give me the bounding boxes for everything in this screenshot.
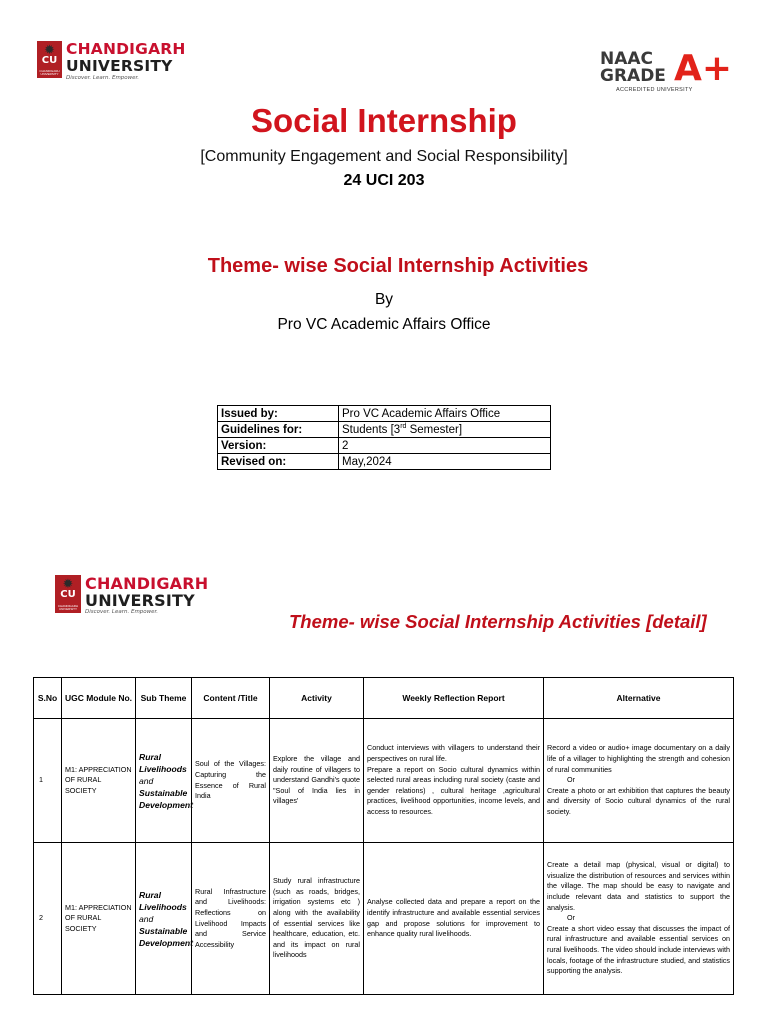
revised-label: Revised on: [218, 454, 339, 470]
section-title: Theme- wise Social Internship Activities [207, 255, 589, 277]
naac-line2: GRADE [600, 66, 666, 86]
naac-subtitle: ACCREDITED UNIVERSITY [616, 87, 693, 93]
cu-logo-detail [55, 575, 208, 616]
header-report: Weekly Reflection Report [364, 678, 544, 719]
info-row-revised [218, 454, 551, 470]
emblem-star-icon: ✹ [62, 576, 74, 591]
naac-grade-badge: A+ [674, 48, 733, 89]
header-sub-theme: Sub Theme [136, 678, 192, 719]
cell-sno: 1 [34, 719, 62, 843]
alt-or: Or [567, 913, 575, 923]
cell-content: Rural Infrastructure and Livelihoods: Reflections on Livelihood Impacts and Service Accessibility [192, 843, 270, 995]
revised-value: May,2024 [339, 454, 551, 470]
sub-theme-a: Rural Livelihoods [139, 751, 187, 774]
cell-sno: 2 [34, 843, 62, 995]
page-subtitle: [Community Engagement and Social Responsibility] [200, 148, 568, 165]
guidelines-value-post: Semester] [406, 423, 463, 436]
activities-table [33, 677, 734, 995]
cell-module: M1: APPRECIATION OF RURAL SOCIETY [62, 719, 136, 843]
info-row-issued [218, 406, 551, 422]
guidelines-label: Guidelines for: [218, 422, 339, 438]
cell-alternative [544, 719, 734, 843]
cell-activity: Explore the village and daily routine of villagers to understand Gandhi's quote "Soul of India lies in villages' [270, 719, 364, 843]
alt-para-1: Create a detail map (physical, visual or digital) to visualize the distribution of resources and services within the village. The map should be easy to navigate and include relevant data and statistics to support the analysis. [547, 860, 730, 912]
alt-para-2: Create a photo or art exhibition that captures the beauty and diversity of Socio cultural dynamics of the rural society. [547, 785, 730, 816]
naac-logo [598, 48, 733, 97]
by-label: By [374, 291, 394, 308]
issued-by-value: Pro VC Academic Affairs Office [339, 406, 551, 422]
document-info-table [217, 405, 551, 470]
report-para-1: Conduct interviews with villagers to understand their perspectives on rural life. [367, 743, 540, 764]
cu-name-line1: CHANDIGARH [85, 574, 209, 593]
detail-section-title: Theme- wise Social Internship Activities [detail] [289, 611, 707, 632]
header-alternative: Alternative [544, 678, 734, 719]
cu-emblem-icon [37, 41, 62, 78]
emblem-text: CU [41, 55, 58, 66]
table-header-row [34, 678, 734, 719]
sub-theme-b: Sustainable Development [139, 925, 193, 948]
cu-logo-top [37, 41, 186, 82]
cell-alternative [544, 843, 734, 995]
report-para-1: Analyse collected data and prepare a report on the identify infrastructure and available essential services gap and propose solutions for improvement to enhance quality rural livelihoods. [367, 897, 540, 939]
emblem-text: CU [60, 589, 76, 600]
page-title: Social Internship [251, 102, 517, 139]
sub-theme-a: Rural Livelihoods [139, 889, 187, 912]
cu-name-line1: CHANDIGARH [66, 40, 186, 58]
cell-report [364, 843, 544, 995]
cu-emblem-icon [55, 575, 81, 613]
header-activity: Activity [270, 678, 364, 719]
cell-sub-theme [136, 719, 192, 843]
cu-tagline: Discover. Learn. Empower. [66, 75, 140, 81]
guidelines-value-pre: Students [3 [342, 423, 401, 436]
cell-activity: Study rural infrastructure (such as roads, bridges, irrigation systems etc ) along with the availability of essential services like healthcare, education, etc. and its impact on rural livelihoods [270, 843, 364, 995]
course-code: 24 UCI 203 [343, 172, 425, 189]
table-row [34, 843, 734, 995]
cu-wordmark [85, 575, 208, 616]
header-module: UGC Module No. [62, 678, 136, 719]
cu-tagline: Discover. Learn. Empower. [85, 609, 159, 615]
sub-theme-b: Sustainable Development [139, 787, 193, 810]
cell-report [364, 719, 544, 843]
guidelines-value [339, 422, 551, 438]
alt-para-2: Create a short video essay that discusses the impact of rural infrastructure and available essential services on rural livelihoods. The video should include interviews with locals, footage of the infrastructure studied, and statistics supporting the analysis. [547, 923, 730, 976]
cu-name-line2: UNIVERSITY [66, 57, 173, 75]
cell-content: Soul of the Villages: Capturing the Essence of Rural India [192, 719, 270, 843]
office-label: Pro VC Academic Affairs Office [277, 316, 491, 333]
guidelines-value-sup: rd [400, 422, 407, 430]
header-sno: S.No [34, 678, 62, 719]
table-row [34, 719, 734, 843]
cu-wordmark [66, 41, 186, 82]
info-row-version [218, 438, 551, 454]
cu-name-line2: UNIVERSITY [85, 591, 195, 610]
version-label: Version: [218, 438, 339, 454]
emblem-small-text: CHANDIGARH UNIVERSITY [39, 69, 60, 76]
report-para-2: Prepare a report on Socio cultural dynamics within selected rural areas including rural society (caste and gender relations) , cultural heritage ,agricultural practices, livelihood opportunities, income levels, and access to resources. [367, 764, 540, 816]
info-row-guidelines [218, 422, 551, 438]
sub-theme-and: and [139, 913, 154, 924]
naac-line1: NAAC [600, 49, 654, 69]
sub-theme-and: and [139, 775, 154, 786]
issued-by-label: Issued by: [218, 406, 339, 422]
alt-para-1: Record a video or audio+ image documentary on a daily life of a villager to highlighting the strength and cohesion of rural communities [547, 743, 730, 774]
cell-module: M1: APPRECIATION OF RURAL SOCIETY [62, 843, 136, 995]
emblem-star-icon: ✹ [44, 42, 55, 57]
cell-sub-theme [136, 843, 192, 995]
emblem-small-text: CHANDIGARH UNIVERSITY [57, 604, 79, 611]
version-value: 2 [339, 438, 551, 454]
header-content: Content /Title [192, 678, 270, 719]
alt-or: Or [567, 775, 575, 785]
